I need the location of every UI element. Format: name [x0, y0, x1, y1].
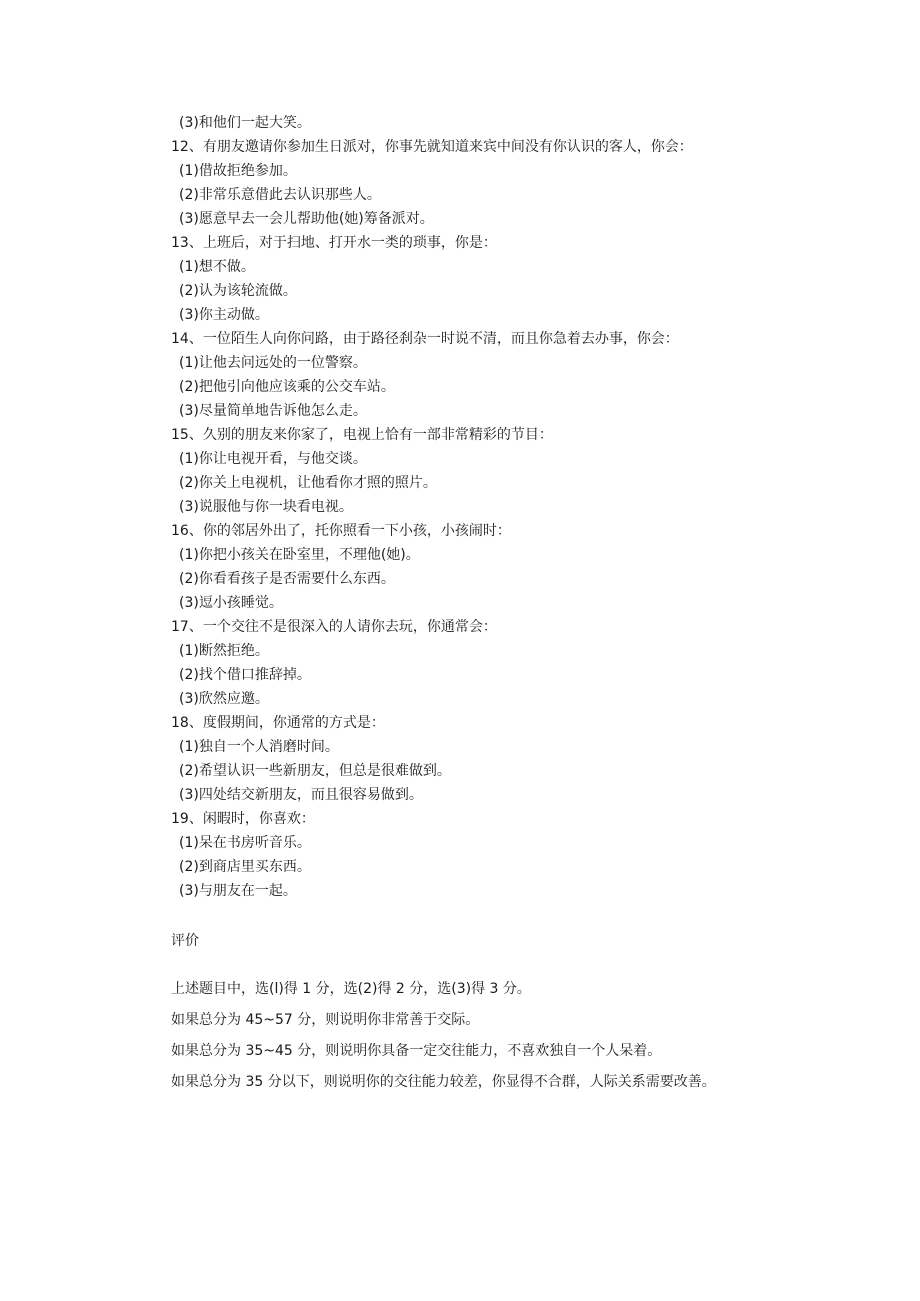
- evaluation-heading: 评价: [171, 933, 199, 949]
- question-text: 12、有朋友邀请你参加生日派对，你事先就知道来宾中间没有你认识的客人，你会：: [171, 139, 693, 155]
- question-text: 18、度假期间，你通常的方式是：: [171, 715, 385, 731]
- option-line: (1)借故拒绝参加。: [179, 163, 297, 179]
- option-line: (3)四处结交新朋友，而且很容易做到。: [179, 787, 423, 803]
- question-12: [171, 135, 811, 231]
- question-text: 13、上班后，对于扫地、打开水一类的琐事，你是：: [171, 235, 497, 251]
- option-line: (2)找个借口推辞掉。: [179, 667, 311, 683]
- option-line: (3)说服他与你一块看电视。: [179, 499, 353, 515]
- option-line: (3)与朋友在一起。: [179, 883, 297, 899]
- question-text: 17、一个交往不是很深入的人请你去玩，你通常会：: [171, 619, 497, 635]
- evaluation-line: 如果总分为 35~45 分，则说明你具备一定交往能力，不喜欢独自一个人呆着。: [171, 1043, 662, 1059]
- option-line: (3)逗小孩睡觉。: [179, 595, 283, 611]
- option-line: (1)想不做。: [179, 259, 255, 275]
- option-line: (3)愿意早去一会儿帮助他(她)筹备派对。: [179, 211, 434, 227]
- evaluation-line: 如果总分为 35 分以下，则说明你的交往能力较差，你显得不合群，人际关系需要改善。: [171, 1074, 716, 1090]
- option-line: (2)非常乐意借此去认识那些人。: [179, 187, 381, 203]
- question-17: [171, 615, 811, 711]
- question-15: [171, 423, 811, 519]
- question-text: 19、闲暇时，你喜欢：: [171, 811, 315, 827]
- evaluation-line: 如果总分为 45~57 分，则说明你非常善于交际。: [171, 1012, 480, 1028]
- option-line: (2)你关上电视机，让他看你才照的照片。: [179, 475, 437, 491]
- document-content: [171, 111, 811, 1101]
- evaluation-section: [171, 977, 811, 1094]
- question-14: [171, 327, 811, 423]
- option-line: (3)尽量简单地告诉他怎么走。: [179, 403, 367, 419]
- option-line: (3)欣然应邀。: [179, 691, 269, 707]
- option-line: (2)希望认识一些新朋友，但总是很难做到。: [179, 763, 451, 779]
- question-13: [171, 231, 811, 327]
- question-text: 16、你的邻居外出了，托你照看一下小孩，小孩闹时：: [171, 523, 511, 539]
- option-line: (2)把他引向他应该乘的公交车站。: [179, 379, 395, 395]
- option-line: (2)你看看孩子是否需要什么东西。: [179, 571, 395, 587]
- option-line: (1)断然拒绝。: [179, 643, 269, 659]
- question-16: [171, 519, 811, 615]
- evaluation-line: 上述题目中，选(l)得 1 分，选(2)得 2 分，选(3)得 3 分。: [171, 981, 531, 997]
- option-line: (1)呆在书房听音乐。: [179, 835, 311, 851]
- option-line: (2)认为该轮流做。: [179, 283, 297, 299]
- option-line: (3)和他们一起大笑。: [179, 115, 311, 131]
- option-line: (1)你把小孩关在卧室里，不理他(她)。: [179, 547, 420, 563]
- option-line: (3)你主动做。: [179, 307, 269, 323]
- question-18: [171, 711, 811, 807]
- option-line: (2)到商店里买东西。: [179, 859, 311, 875]
- option-line: (1)你让电视开看，与他交谈。: [179, 451, 367, 467]
- question-19: [171, 807, 811, 903]
- option-line: (1)让他去问远处的一位警察。: [179, 355, 367, 371]
- question-text: 15、久别的朋友来你家了，电视上恰有一部非常精彩的节目：: [171, 427, 553, 443]
- question-text: 14、一位陌生人向你问路，由于路径刹杂一时说不清，而且你急着去办事，你会：: [171, 331, 679, 347]
- option-line: (1)独自一个人消磨时间。: [179, 739, 339, 755]
